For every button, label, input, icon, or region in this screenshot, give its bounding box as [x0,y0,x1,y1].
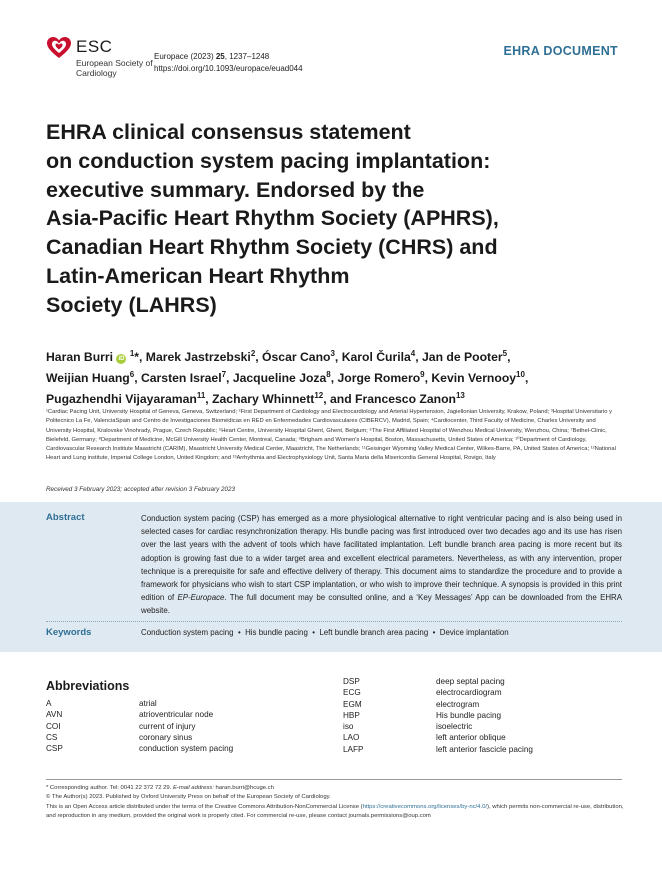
corresponding-author [46,784,624,793]
author-separator: , [507,350,511,365]
footer-rule [46,779,622,780]
abstract-body-end: . The full document may be consulted online, and a ‘Key Messages’ App can be downloaded from the EHRA website. [141,593,622,616]
email-label: E-mail address: [172,785,214,791]
author-name: , Carsten Israel [134,371,222,386]
document-type: EHRA DOCUMENT [503,44,618,58]
affiliation-ref: 1 [129,349,135,358]
abbreviation-row [46,721,233,732]
abbreviation-row [343,710,533,721]
affiliation-ref: 2 [250,349,256,358]
journal-volume: 25 [215,52,225,61]
author-name: Pugazhendhi Vijayaraman [46,392,197,407]
abbr-term: AVN [46,710,63,720]
abbr-definition: coronary sinus [139,732,193,742]
keyword: Conduction system pacing [141,628,234,637]
abbreviation-row [343,687,533,698]
affiliation-ref: 7 [221,370,227,380]
title-line: Latin-American Heart Rhythm [46,263,350,288]
orcid-icon[interactable]: iD [118,356,125,363]
journal-year: (2023) [190,52,214,61]
license-text-end: ), which permits non-commercial re-use, distribution, and reproduction in any medium, provided the original work is properly cited. For commercial re-use, please contact journals.permissions@oup.com [46,803,624,820]
abbreviation-row [46,743,233,754]
title-line: executive summary. Endorsed by the [46,177,425,202]
abbreviation-row [343,721,533,732]
article-title [46,118,626,320]
abbr-term: EGM [343,699,362,709]
abstract-divider [46,621,622,622]
abbr-definition: atrial [139,699,157,708]
abbr-term: HBP [343,710,360,720]
abbr-definition: electrogram [436,699,480,709]
abbreviation-row [46,709,233,720]
copyright: © The Author(s) 2023. Published by Oxford University Press on behalf of the European Society of Cardiology. [46,794,331,801]
abbreviations-left-column [46,698,233,754]
bullet-separator: • [430,628,438,637]
title-line: Asia-Pacific Heart Rhythm Society (APHRS), [46,206,499,231]
abbr-term: ECG [343,688,361,698]
affiliation-ref: 11 [196,391,206,401]
affiliation-ref: 12 [314,391,324,401]
title-line: Society (LAHRS) [46,292,217,317]
abbreviation-row [343,744,533,755]
keywords-label: Keywords [46,627,92,638]
abbreviation-row [343,676,533,687]
journal-pages: , 1237–1248 [224,52,270,61]
abbreviation-row [46,732,233,743]
footer-notes [46,784,624,822]
affiliation-ref: 8 [326,370,331,380]
affiliation-ref: 13 [455,391,465,401]
author-name: , Kevin Vernooy [424,371,517,386]
abbr-term: LAFP [343,744,364,754]
journal-citation [154,51,303,75]
journal-emphasis: EP-Europace [177,593,225,603]
abbreviations-heading: Abbreviations [46,679,130,693]
author-name: , Óscar Cano [255,350,331,365]
author-name: *, Marek Jastrzebski [134,350,251,365]
license-link[interactable]: https://creativecommons.org/licenses/by-nc/4.0/ [362,803,488,810]
abbr-definition: atrioventricular node [139,710,214,720]
abbr-definition: deep septal pacing [436,677,505,686]
author-name: , Jan de Pooter [415,350,503,365]
bullet-separator: • [235,628,243,637]
bullet-separator: • [310,628,318,637]
license-text: This is an Open Access article distributed under the terms of the Creative Commons Attribution-NonCommercial License ( [46,803,363,810]
heart-logo-icon [46,36,72,60]
abstract-label: Abstract [46,512,85,523]
affiliation-ref: 5 [502,349,508,358]
affiliation-ref: 4 [410,349,416,358]
abbr-definition: electrocardiogram [436,688,502,698]
author-list [46,345,621,408]
affiliation-ref: 10 [516,370,525,380]
license-statement [46,803,624,822]
abbreviation-row [343,699,533,710]
journal-name: Europace [154,52,189,61]
email-link[interactable]: haran.burri@hcuge.ch [213,785,274,791]
abbr-term: CS [46,732,58,742]
author-separator: , [524,371,529,386]
author-name: , and Francesco Zanon [323,392,456,407]
abstract-text [141,512,622,618]
title-line: on conduction system pacing implantation: [46,148,491,173]
keyword: Left bundle branch area pacing [319,628,429,637]
abbr-term: DSP [343,677,360,686]
author-name: , Jorge Romero [330,371,421,386]
abbr-term: LAO [343,733,360,743]
logo-subtitle: European Society of Cardiology [76,58,153,78]
abbr-definition: conduction system pacing [139,744,234,754]
author-name: , Karol Čurila [334,350,411,365]
affiliation-ref: 3 [330,349,335,358]
abbr-definition: His bundle pacing [436,710,502,720]
abbr-definition: left anterior oblique [436,733,506,743]
abbreviations-right-column [343,676,533,755]
author-name: , Jacqueline Joza [226,371,327,386]
received-dates: Received 3 February 2023; accepted after revision 3 February 2023 [46,486,236,493]
logo-name: ESC [76,37,113,56]
author-name: , Zachary Whinnett [205,392,315,407]
abbr-definition: current of injury [139,721,196,731]
abbreviation-row [343,732,533,743]
doi-link[interactable]: https://doi.org/10.1093/europace/euad044 [154,64,303,73]
abbr-definition: left anterior fascicle pacing [436,744,533,754]
affiliation-ref: 9 [420,370,425,380]
abstract-body: Conduction system pacing (CSP) has emerged as a more physiological alternative to right ventricular pacing and is also being used in selected cases for cardiac resynchronization therapy. His bundle pacing was first introduced over two decades ago and its use has risen over the last years with the advent of tools which have facilitated implantation. Left bundle branch area pacing is more recent but its adoption is growing fast due to a wider target area and excellent electrical parameters. Nevertheless, as with any intervention, proper technique is a prerequisite for safe and effective delivery of therapy. This document aims to standardize the procedure and to provide a framework for physicians who wish to start CSP implantation, or who wish to improve their technique. A synopsis is provided in this print edition of [141,514,622,603]
abbr-term: iso [343,722,354,732]
keyword: Device implantation [439,628,509,637]
author-name: Weijian Huang [46,371,130,386]
abbreviation-row [46,698,233,709]
title-line: EHRA clinical consensus statement [46,120,411,144]
title-line: Canadian Heart Rhythm Society (CHRS) and [46,235,498,260]
affiliation-ref: 6 [129,370,135,380]
keyword: His bundle pacing [245,628,308,637]
abbr-term: COI [46,721,61,731]
corresponding-text: * Corresponding author. Tel: 0041 22 372 72 29. [46,785,173,791]
abbr-term: CSP [46,744,63,754]
abbr-term: A [46,699,52,708]
affiliations: ¹Cardiac Pacing Unit, University Hospital of Geneva, Geneva, Switzerland; ²First Department of Cardiology and Electrocardiology and Arterial Hypertension, Jagiellonian University, Krakow, Poland; ³Hospital Universitario y Politecnico La Fe, ValenciaSpain and Centro de Investigaciones Biomédicas en RED en Enfermedades Cardiovasculares (CIBERCV), Madrid, Spain; ⁴Cardiocenter, Third Faculty of Medicine, Charles University and University Hospital, Kralovske Vinohrady, Prague, Czech Republic; ⁵Heart Centre, University Hospital Ghent, Ghent, Belgium; ⁶The First Affiliated Hospital of Wenzhou Medical University, Wenzhou, China; ⁷Bethel-Clinic, Bielefeld, Germany; ⁸Department of Medicine, McGill University Health Center, Montreal, Canada; ⁹Brigham and Women's Hospital, Boston, Massachusetts, United States of America; ¹⁰Department of Cardiology, Cardiovascular Research Institute Maastricht (CARIM), Maastricht University Medical Center, Maastricht, The Netherlands; ¹¹Geisinger Wyoming Valley Medical Center, Wilkes-Barre, PA, United States of America; ¹²National Heart and Lung institute, Imperial College London, United Kingdom; and ¹³Arrhythmia and Electrophysiology Unit, Santa Maria della Misericordia General Hospital, Rovigo, Italy [46,409,616,462]
keywords-list [141,628,509,637]
abbr-definition: isoelectric [436,722,473,732]
author-name[interactable]: Haran Burri [46,350,114,365]
esc-logo [46,36,156,84]
